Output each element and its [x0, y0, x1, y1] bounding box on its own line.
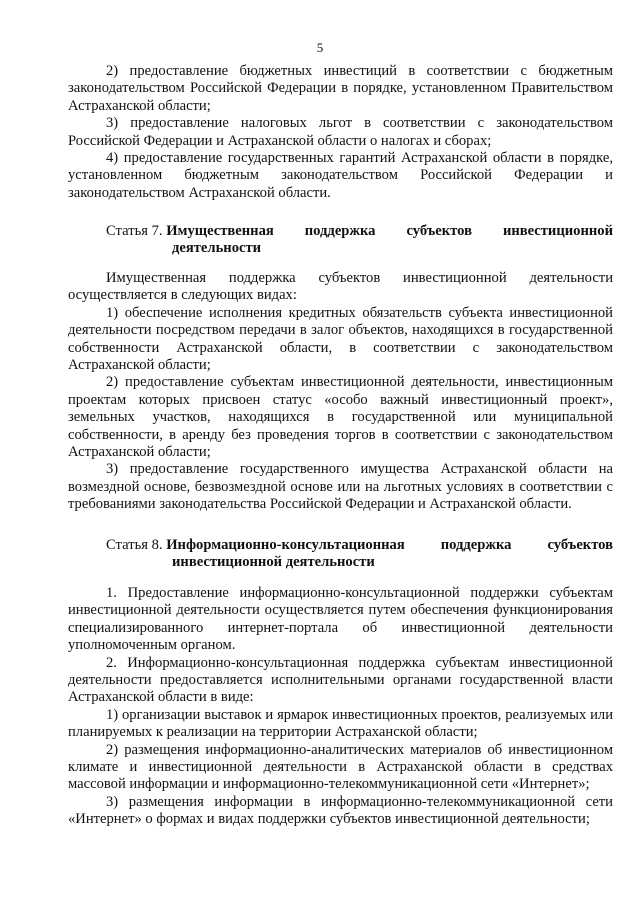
paragraph: 3) предоставление государственного имущества Астраханской области на возмездной основе, безвозмездной основе или на льготных условиях в соответствии с требованиями законодательства Российской Федерации и Астраханской области. — [68, 461, 613, 513]
paragraph: 3) размещения информации в информационно-телекоммуникационной сети «Интернет» о формах и видах поддержки субъектов инвестиционной деятельности; — [68, 793, 613, 828]
section-budget-support — [68, 63, 613, 202]
article-title-word: субъектов — [406, 223, 472, 239]
article-title-word: субъектов — [547, 537, 613, 553]
article-heading-line — [106, 223, 613, 240]
article-title-word: Информационно-консультационная — [166, 537, 405, 553]
article-8-heading — [106, 537, 613, 572]
paragraph: 2) предоставление субъектам инвестиционной деятельности, инвестиционным проектам которых присвоен статус «особо важный инвестиционный проект», земельных участков, находящихся в государственной или муниципальной собственности, в аренду без проведения торгов в соответствии с законодательством Астраханской области; — [68, 374, 613, 461]
paragraph: 1) организации выставок и ярмарок инвестиционных проектов, реализуемых или планируемых к реализации на территории Астраханской области; — [68, 706, 613, 741]
article-heading-first — [106, 223, 274, 240]
article-title-word: Имущественная — [166, 223, 274, 239]
paragraph: 1) обеспечение исполнения кредитных обязательств субъекта инвестиционной деятельности посредством передачи в залог объектов, находящихся в государственной собственности Астраханской области, в соответствии с законодательством Астраханской области; — [68, 304, 613, 374]
paragraph: 4) предоставление государственных гарантий Астраханской области в порядке, установленном бюджетным законодательством Российской Федерации и законодательством Астраханской области. — [68, 150, 613, 201]
article-title-word: инвестиционной — [502, 223, 613, 239]
page-number: 5 — [316, 40, 324, 55]
article-heading-first — [106, 537, 405, 554]
article-label: Статья 7. — [106, 223, 163, 239]
paragraph: 1. Предоставление информационно-консультационной поддержки субъектам инвестиционной деятельности осуществляется путем обеспечения функционирования специализированного интернет-портала об инвестиционной деятельности уполномоченным органом. — [68, 585, 613, 654]
paragraph: Имущественная поддержка субъектов инвестиционной деятельности осуществляется в следующих видах: — [68, 270, 613, 304]
section-property-support — [68, 270, 613, 514]
section-information-support — [68, 585, 613, 829]
paragraph: 2) размещения информационно-аналитических материалов об инвестиционном климате и инвестиционной деятельности в Астраханской области в средствах массовой информации и информационно-телекоммуникационной сети «Интернет»; — [68, 741, 613, 793]
article-heading-line — [106, 537, 613, 554]
paragraph: 3) предоставление налоговых льгот в соответствии с законодательством Российской Федерации и Астраханской области о налогах и сборах; — [68, 115, 613, 149]
paragraph: 2) предоставление бюджетных инвестиций в соответствии с бюджетным законодательством Российской Федерации в порядке, установленном Правительством Астраханской области; — [68, 63, 613, 114]
article-label: Статья 8. — [106, 537, 163, 553]
article-title-word: поддержка — [440, 537, 512, 553]
article-7-heading — [106, 223, 613, 258]
article-title-continuation: деятельности — [172, 240, 262, 257]
paragraph: 2. Информационно-консультационная поддержка субъектам инвестиционной деятельности предоставляется исполнительными органами государственной власти Астраханской области в виде: — [68, 654, 613, 706]
article-title-continuation: инвестиционной деятельности — [172, 554, 375, 571]
article-title-word: поддержка — [304, 223, 376, 239]
